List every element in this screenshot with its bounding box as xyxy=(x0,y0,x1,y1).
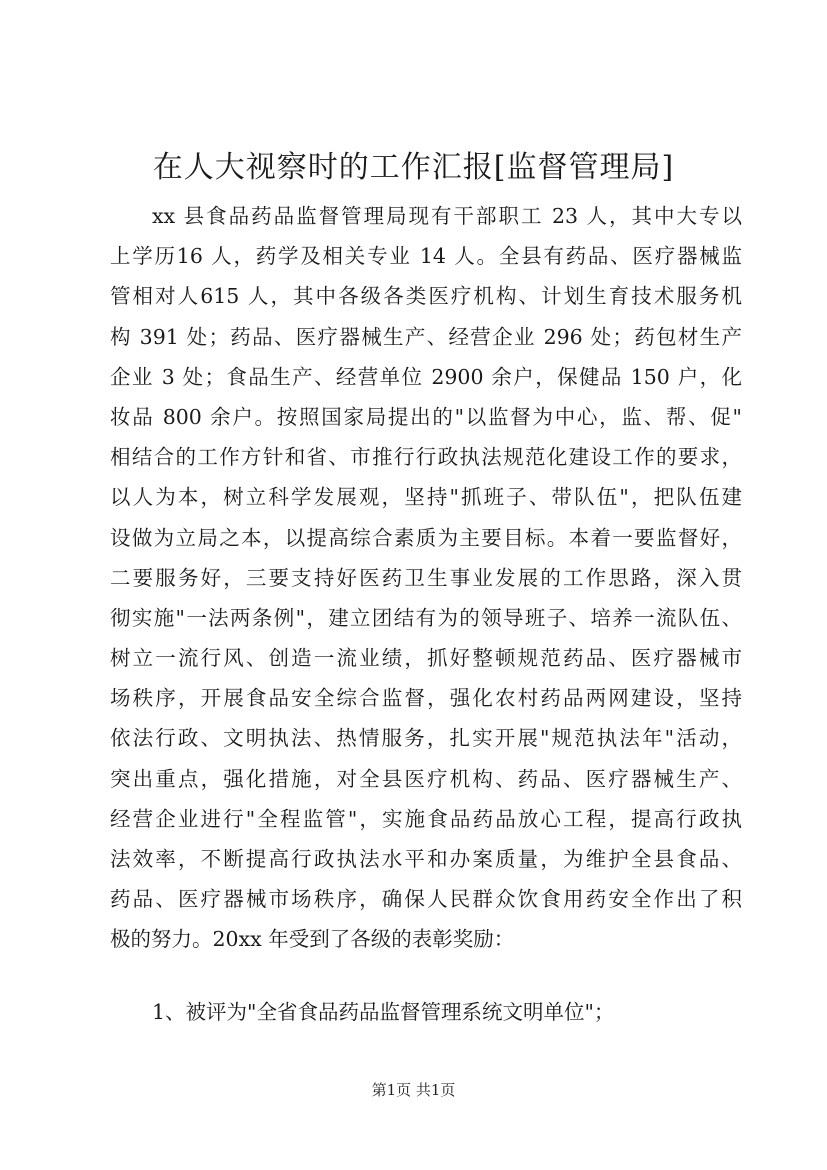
paragraph-line: xx 县食品药品监督管理局现有干部职工 23 人，其中大专以 xyxy=(152,204,742,228)
paragraph-line: 上学历16 人，药学及相关专业 14 人。全县有药品、医疗器械监 xyxy=(110,244,742,269)
paragraph-line: 设做为立局之本，以提高综合素质为主要目标。本着一要监督好， xyxy=(110,525,742,550)
paragraph-line: 突出重点，强化措施，对全县医疗机构、药品、医疗器械生产、 xyxy=(110,766,742,791)
paragraph-line: 企业 3 处；食品生产、经营单位 2900 余户，保健品 150 户，化 xyxy=(110,364,742,389)
paragraph-line: 极的努力。20xx 年受到了各级的表彰奖励： xyxy=(110,927,515,952)
body-paragraph xyxy=(110,196,742,960)
paragraph-line: 管相对人615 人，其中各级各类医疗机构、计划生育技术服务机 xyxy=(110,284,742,309)
document-title: 在人大视察时的工作汇报[监督管理局] xyxy=(152,150,675,185)
paragraph-line: 依法行政、文明执法、热情服务，扎实开展"规范执法年"活动， xyxy=(110,726,742,751)
paragraph-line: 妆品 800 余户。按照国家局提出的"以监督为中心，监、帮、促" xyxy=(110,404,742,429)
page-footer: 第1页 共1页 xyxy=(371,1081,456,1099)
paragraph-line: 场秩序，开展食品安全综合监督，强化农村药品两网建设，坚持 xyxy=(110,686,742,711)
paragraph-line: 经营企业进行"全程监管"，实施食品药品放心工程，提高行政执 xyxy=(110,806,742,831)
paragraph-line: 构 391 处；药品、医疗器械生产、经营企业 296 处；药包材生产 xyxy=(110,324,742,349)
paragraph-line: 二要服务好，三要支持好医药卫生事业发展的工作思路，深入贯 xyxy=(110,565,742,590)
paragraph-line: 药品、医疗器械市场秩序，确保人民群众饮食用药安全作出了积 xyxy=(110,887,742,912)
paragraph-line: 树立一流行风、创造一流业绩，抓好整顿规范药品、医疗器械市 xyxy=(110,646,742,671)
paragraph-line: 以人为本，树立科学发展观，坚持"抓班子、带队伍"，把队伍建 xyxy=(110,485,742,510)
paragraph-line: 彻实施"一法两条例"，建立团结有为的领导班子、培养一流队伍、 xyxy=(110,605,742,630)
paragraph-line: 相结合的工作方针和省、市推行行政执法规范化建设工作的要求， xyxy=(110,445,742,470)
paragraph-line: 法效率，不断提高行政执法水平和办案质量，为维护全县食品、 xyxy=(110,847,742,871)
list-item: 1、被评为"全省食品药品监督管理系统文明单位"； xyxy=(152,1000,615,1024)
